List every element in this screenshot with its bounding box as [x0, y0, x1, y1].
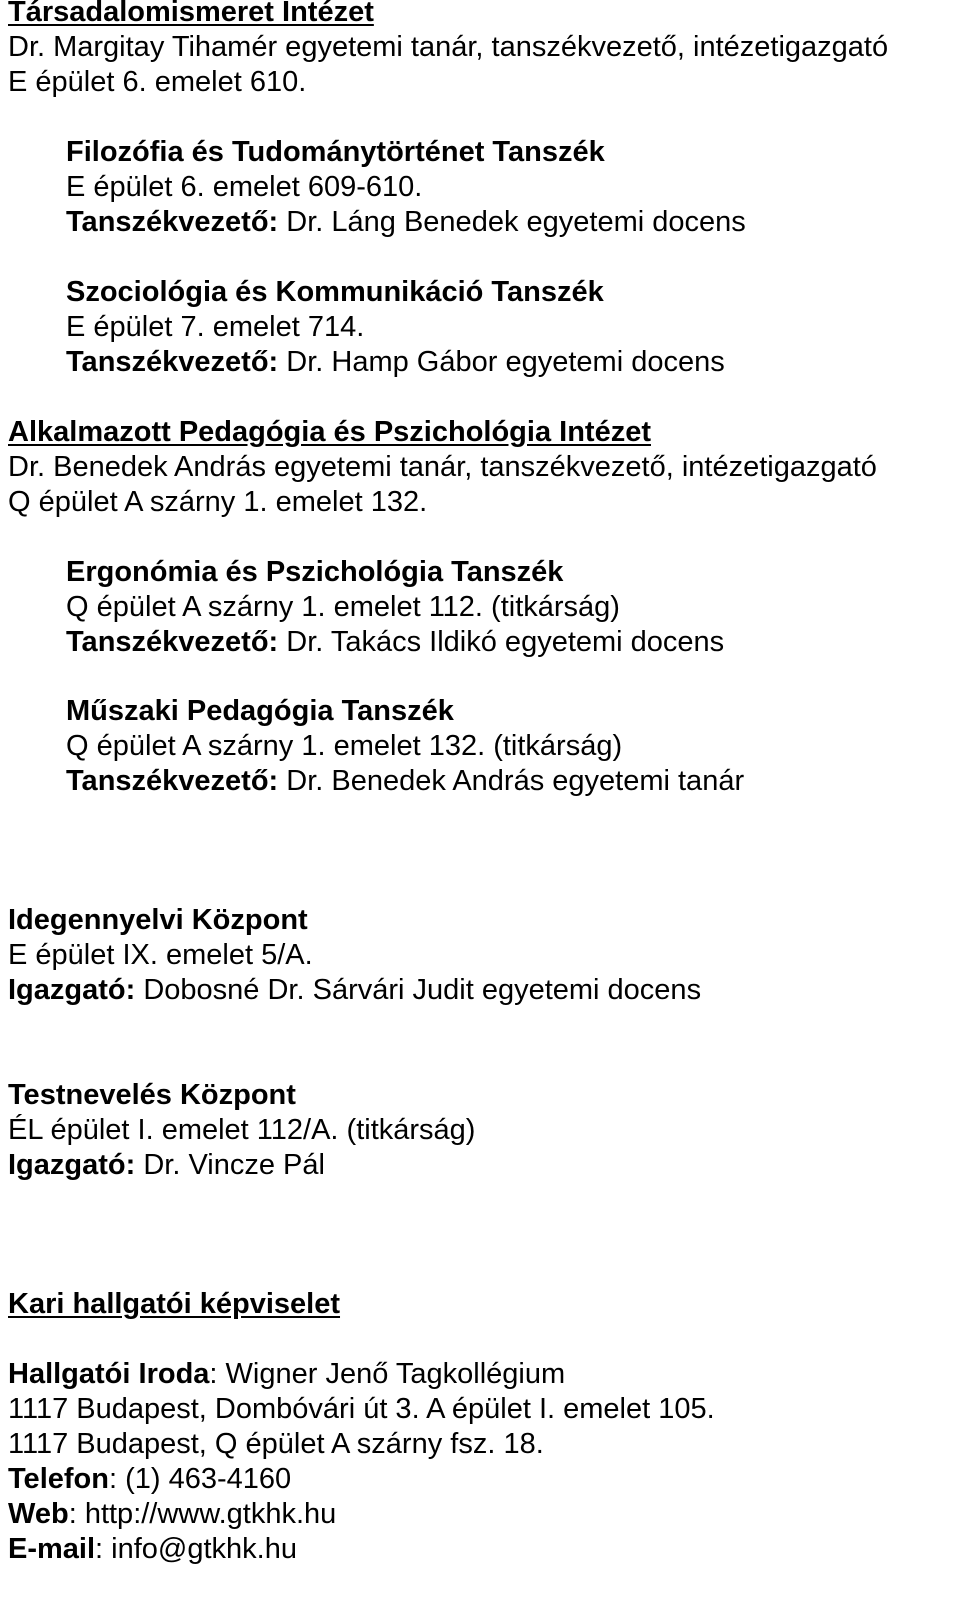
student-union-section	[8, 1357, 948, 1567]
student-union-web-label: Web	[8, 1498, 69, 1530]
sports-center-director	[8, 1148, 948, 1183]
student-union-phone-value: : (1) 463-4160	[108, 1463, 292, 1495]
dept-sociology-location: E épület 7. emelet 714.	[66, 311, 365, 343]
student-union-address-1: 1117 Budapest, Dombóvári út 3. A épület I. emelet 105.	[8, 1393, 715, 1425]
dept-philosophy-head	[66, 205, 946, 240]
student-union-web	[8, 1497, 948, 1532]
dept-sociology-section	[66, 275, 946, 380]
dept-philosophy-section	[66, 135, 946, 240]
sports-center-location: ÉL épület I. emelet 112/A. (titkárság)	[8, 1114, 476, 1146]
dept-sociology-head-label: Tanszékvezető:	[66, 346, 279, 378]
dept-ergonomics-title: Ergonómia és Pszichológia Tanszék	[66, 556, 564, 588]
student-union-email-value: : info@gtkhk.hu	[95, 1533, 297, 1565]
language-center-section	[8, 903, 948, 1008]
institute-pedagogy-title: Alkalmazott Pedagógia és Pszichológia Intézet	[8, 416, 651, 448]
student-union-phone	[8, 1462, 948, 1497]
dept-ergonomics-location: Q épület A szárny 1. emelet 112. (titkárság)	[66, 591, 620, 623]
institute-social-title: Társadalomismeret Intézet	[8, 0, 374, 28]
student-union-email	[8, 1532, 948, 1567]
dept-philosophy-head-value: Dr. Láng Benedek egyetemi docens	[278, 206, 746, 238]
student-union-heading-block	[8, 1287, 948, 1322]
dept-philosophy-title: Filozófia és Tudománytörténet Tanszék	[66, 136, 605, 168]
language-center-title: Idegennyelvi Központ	[8, 904, 308, 936]
student-union-office-value: : Wigner Jenő Tagkollégium	[209, 1358, 566, 1390]
institute-social-section	[8, 0, 948, 100]
dept-sociology-head	[66, 345, 946, 380]
language-center-location: E épület IX. emelet 5/A.	[8, 939, 313, 971]
dept-technical-pedagogy-head-label: Tanszékvezető:	[66, 765, 279, 797]
language-center-director-value: Dobosné Dr. Sárvári Judit egyetemi docens	[135, 974, 702, 1006]
dept-technical-pedagogy-location: Q épület A szárny 1. emelet 132. (titkárság)	[66, 730, 623, 762]
student-union-email-label: E-mail	[8, 1533, 96, 1565]
dept-sociology-title: Szociológia és Kommunikáció Tanszék	[66, 276, 604, 308]
dept-technical-pedagogy-head-value: Dr. Benedek András egyetemi tanár	[278, 765, 745, 797]
sports-center-director-label: Igazgató:	[8, 1149, 136, 1181]
institute-social-director: Dr. Margitay Tihamér egyetemi tanár, tanszékvezető, intézetigazgató	[8, 31, 889, 63]
student-union-title: Kari hallgatói képviselet	[8, 1288, 341, 1320]
dept-ergonomics-section	[66, 555, 946, 660]
sports-center-title: Testnevelés Központ	[8, 1079, 296, 1111]
institute-pedagogy-location: Q épület A szárny 1. emelet 132.	[8, 486, 428, 518]
dept-ergonomics-head-value: Dr. Takács Ildikó egyetemi docens	[278, 626, 725, 658]
student-union-web-value: : http://www.gtkhk.hu	[68, 1498, 337, 1530]
dept-philosophy-location: E épület 6. emelet 609-610.	[66, 171, 423, 203]
dept-philosophy-head-label: Tanszékvezető:	[66, 206, 279, 238]
language-center-director-label: Igazgató:	[8, 974, 136, 1006]
student-union-office-label: Hallgatói Iroda	[8, 1358, 210, 1390]
sports-center-section	[8, 1078, 948, 1183]
student-union-office	[8, 1357, 948, 1392]
institute-social-location: E épület 6. emelet 610.	[8, 66, 307, 98]
sports-center-director-value: Dr. Vincze Pál	[135, 1149, 325, 1181]
dept-ergonomics-head-label: Tanszékvezető:	[66, 626, 279, 658]
institute-pedagogy-director: Dr. Benedek András egyetemi tanár, tanszékvezető, intézetigazgató	[8, 451, 877, 483]
institute-pedagogy-section	[8, 415, 948, 520]
student-union-phone-label: Telefon	[8, 1463, 109, 1495]
dept-technical-pedagogy-head	[66, 764, 946, 799]
student-union-address-2: 1117 Budapest, Q épület A szárny fsz. 18.	[8, 1428, 544, 1460]
dept-technical-pedagogy-title: Műszaki Pedagógia Tanszék	[66, 695, 454, 727]
dept-sociology-head-value: Dr. Hamp Gábor egyetemi docens	[278, 346, 725, 378]
dept-technical-pedagogy-section	[66, 694, 946, 799]
dept-ergonomics-head	[66, 625, 946, 660]
language-center-director	[8, 973, 948, 1008]
